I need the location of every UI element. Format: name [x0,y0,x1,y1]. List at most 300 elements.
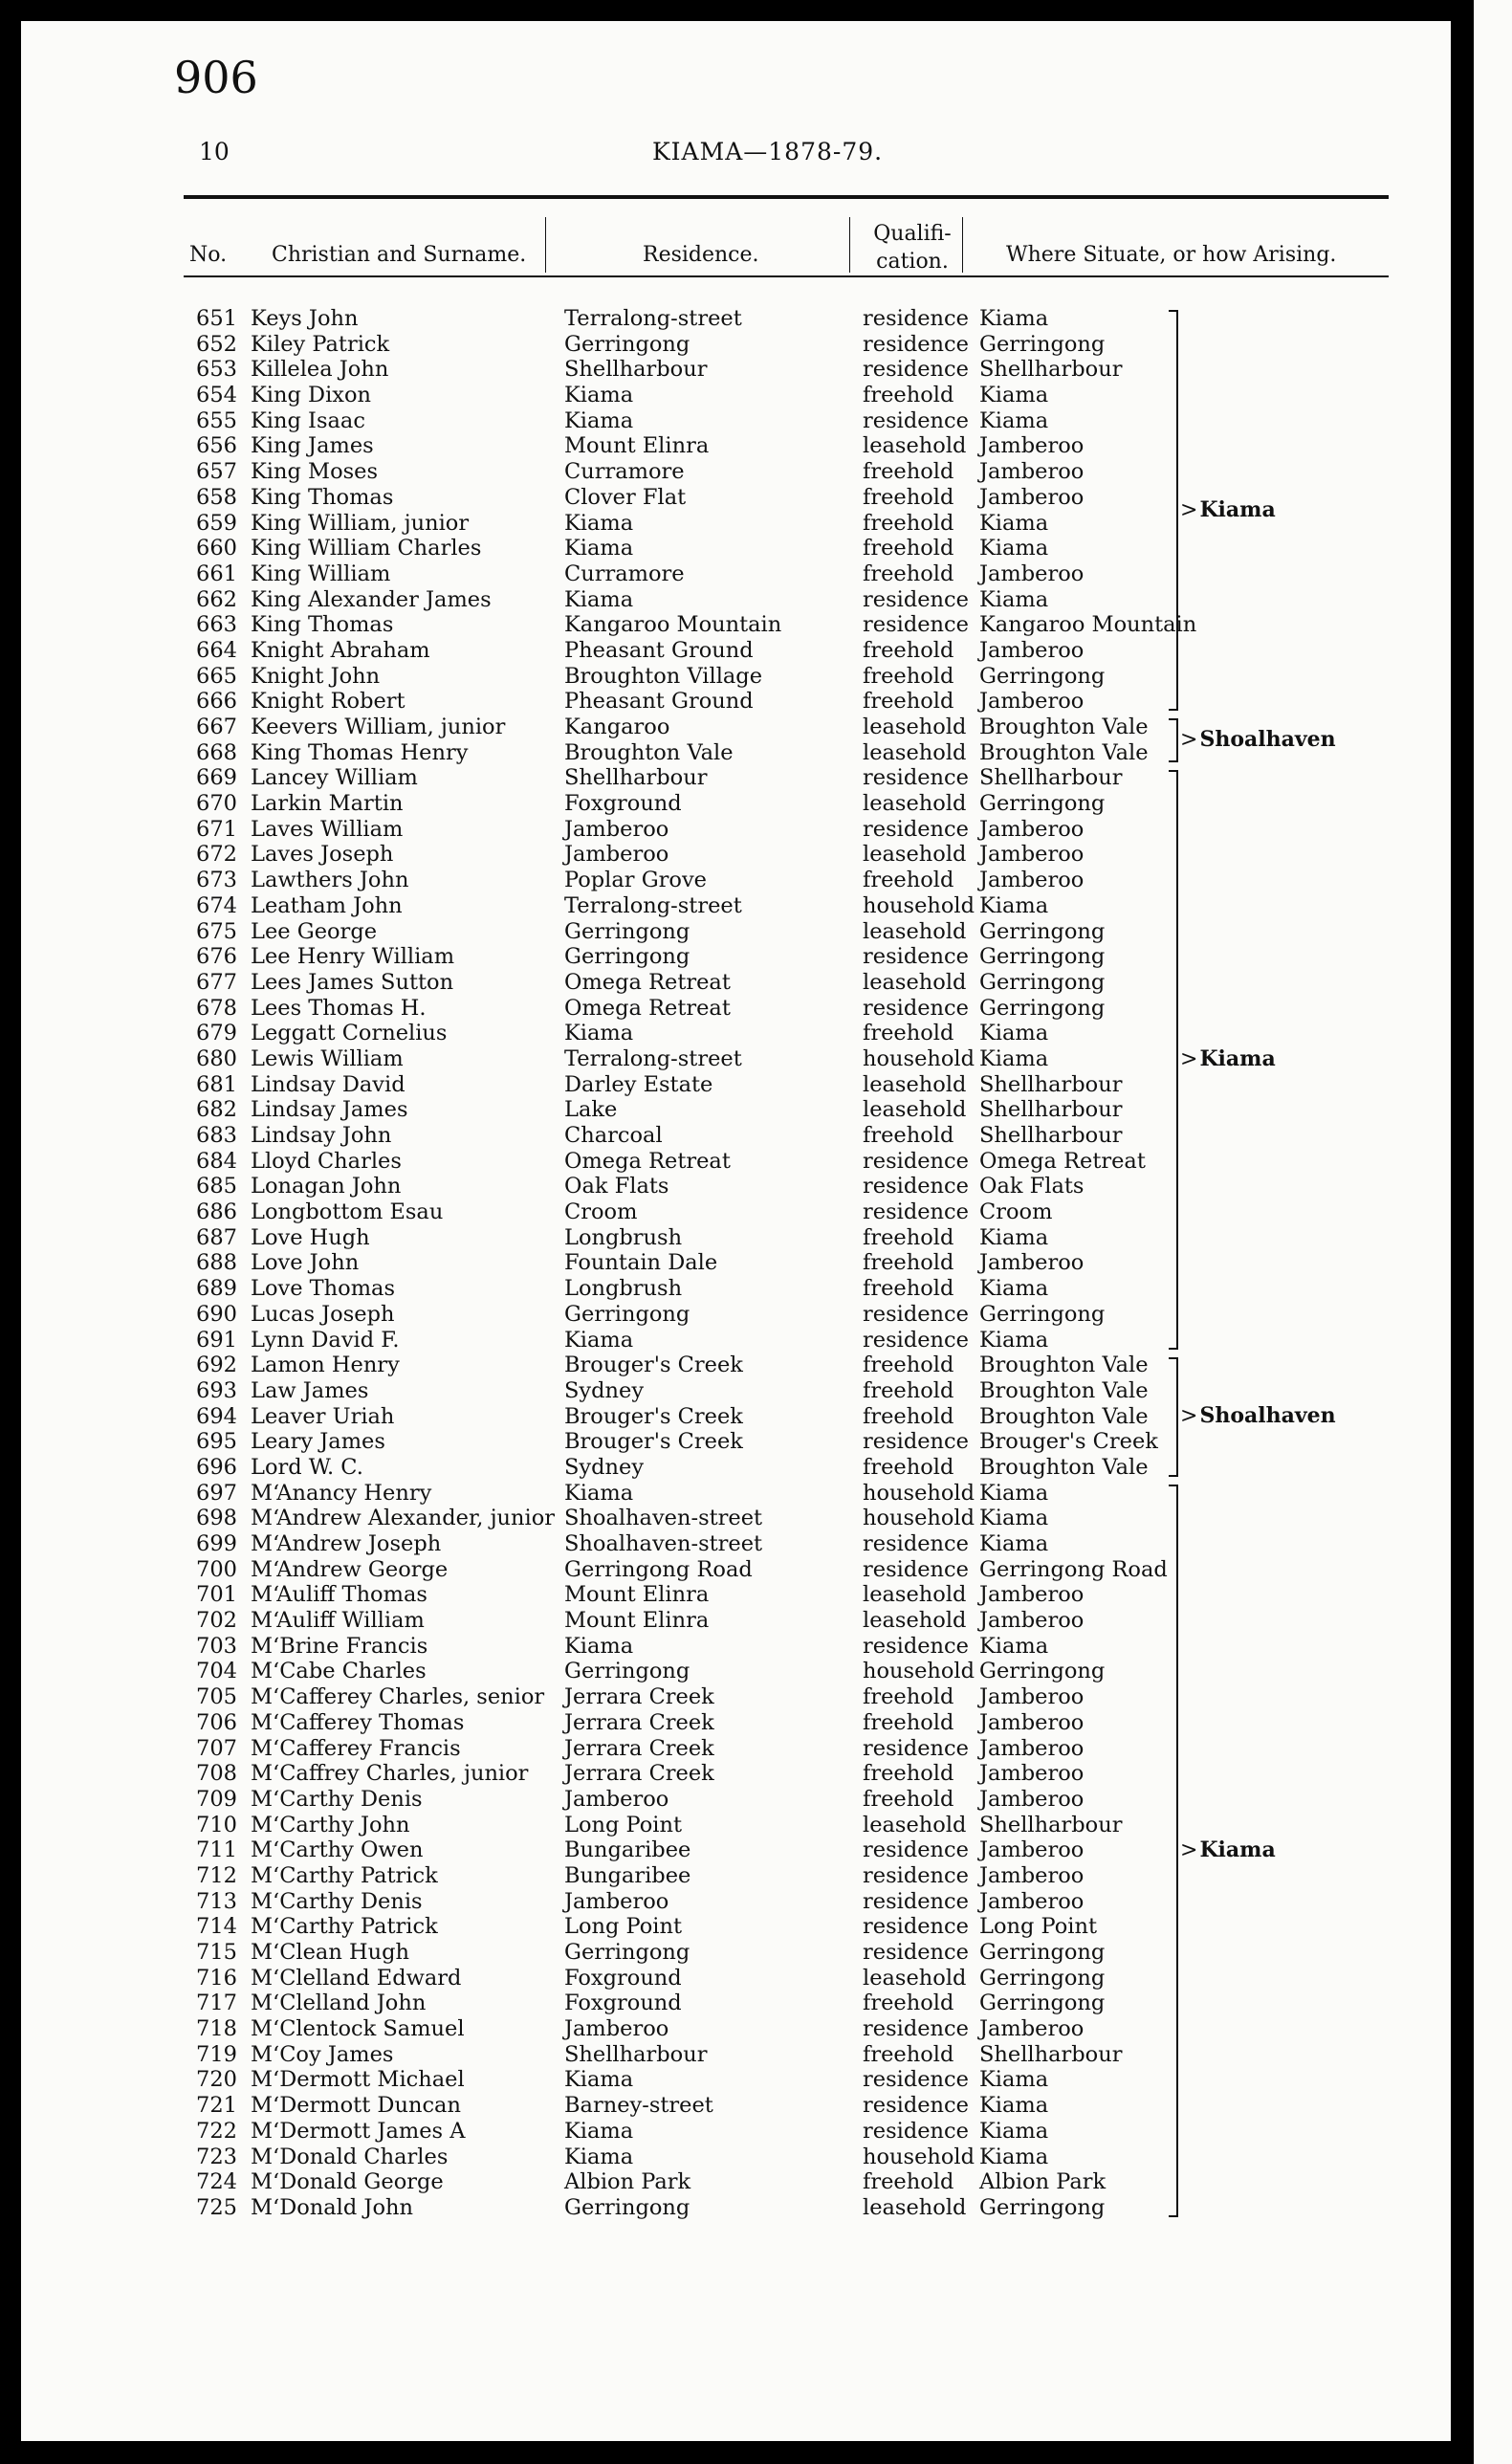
list-item [21,2042,1451,2068]
residence: Lake [564,1097,618,1123]
voter-name: M‘Carthy Denis [251,1888,423,1914]
list-item [21,1710,1451,1736]
entry-number: 663 [196,612,237,638]
entry-number: 656 [196,433,237,459]
voter-name: Lindsay John [251,1123,392,1148]
qualification: leasehold [863,1097,967,1123]
voter-name: M‘Clean Hugh [251,1940,409,1965]
residence: Kiama [564,2067,634,2093]
residence: Omega Retreat [564,1148,731,1174]
entry-number: 678 [196,995,237,1021]
where-situate: Jamberoo [979,1608,1085,1634]
entry-number: 671 [196,816,237,842]
qualification: residence [863,1633,969,1659]
voter-name: Lord W. C. [251,1454,363,1480]
residence: Jerrara Creek [564,1684,714,1710]
where-situate: Shellharbour [979,357,1123,383]
residence: Kiama [564,1021,634,1046]
qualification: household [863,1659,975,1684]
list-item [21,1097,1451,1123]
qualification: leasehold [863,739,967,765]
entry-number: 697 [196,1480,237,1506]
voter-name: M‘Donald John [251,2194,413,2220]
residence: Gerringong [564,1659,690,1684]
list-item [21,357,1451,383]
voter-name: King Thomas [251,612,394,638]
residence: Kiama [564,383,634,408]
voter-name: M‘Caffrey Charles, junior [251,1761,529,1787]
voter-name: King William [251,561,391,586]
list-item [21,2093,1451,2119]
voter-name: M‘Clelland Edward [251,1965,462,1991]
residence: Shellharbour [564,2041,708,2067]
residence: Brouger's Creek [564,1353,743,1378]
qualification: freehold [863,1224,954,1250]
where-situate: Broughton Vale [979,739,1149,765]
residence: Broughton Vale [564,739,734,765]
qualification: freehold [863,383,954,408]
list-item [21,1506,1451,1531]
where-situate: Jamberoo [979,816,1085,842]
list-item [21,1353,1451,1378]
entry-number: 674 [196,892,237,918]
voter-name: M‘Andrew Joseph [251,1531,442,1556]
voter-name: Lees James Sutton [251,969,454,995]
voter-name: Kiley Patrick [251,331,390,357]
residence: Jamberoo [564,842,669,868]
qualification: residence [863,1837,969,1863]
entry-number: 675 [196,918,237,944]
entry-number: 698 [196,1506,237,1531]
qualification: leasehold [863,1965,967,1991]
qualification: freehold [863,1353,954,1378]
qualification: leasehold [863,791,967,817]
qualification: leasehold [863,918,967,944]
where-situate: Shellharbour [979,765,1123,791]
group-label: > Kiama [1180,1837,1276,1862]
list-item [21,433,1451,459]
list-item [21,2195,1451,2221]
qualification: freehold [863,1021,954,1046]
where-situate: Jamberoo [979,433,1085,459]
entry-number: 680 [196,1045,237,1071]
voter-name: M‘Cafferey Charles, senior [251,1684,545,1710]
voter-name: Lindsay David [251,1071,405,1097]
residence: Gerringong [564,1940,690,1965]
voter-name: Longbottom Esau [251,1199,444,1225]
entry-number: 683 [196,1123,237,1148]
where-situate: Gerringong [979,918,1106,944]
voter-name: Love John [251,1250,360,1276]
entry-number: 693 [196,1377,237,1403]
qualification: freehold [863,1786,954,1812]
where-situate: Kiama [979,586,1049,612]
where-situate: Jamberoo [979,1786,1085,1812]
qualification: residence [863,586,969,612]
where-situate: Kiama [979,1633,1049,1659]
residence: Jerrara Creek [564,1709,714,1735]
residence: Jamberoo [564,1786,669,1812]
qualification: freehold [863,1709,954,1735]
entry-number: 715 [196,1940,237,1965]
voter-name: M‘Clelland John [251,1991,427,2016]
where-situate: Jamberoo [979,1582,1085,1608]
entry-number: 701 [196,1582,237,1608]
entry-number: 669 [196,765,237,791]
residence: Curramore [564,561,685,586]
voter-name: Larkin Martin [251,791,404,817]
list-item [21,664,1451,690]
where-situate: Jamberoo [979,1837,1085,1863]
voter-name: M‘Cafferey Francis [251,1735,461,1761]
qualification: freehold [863,1454,954,1480]
residence: Kiama [564,536,634,561]
entry-number: 705 [196,1684,237,1710]
residence: Gerringong [564,918,690,944]
list-item [21,893,1451,919]
column-divider [962,217,963,273]
list-item [21,1889,1451,1915]
residence: Pheasant Ground [564,689,754,715]
voter-name: M‘Carthy Denis [251,1786,423,1812]
residence: Kangaroo Mountain [564,612,782,638]
where-situate: Gerringong [979,1301,1106,1327]
where-situate: Gerringong [979,995,1106,1021]
voter-name: Law James [251,1377,369,1403]
list-item [21,587,1451,613]
page-number: 906 [174,52,258,103]
residence: Kangaroo [564,715,670,739]
where-situate: Jamberoo [979,1709,1085,1735]
list-item [21,1072,1451,1098]
qualification: freehold [863,1276,954,1302]
list-item [21,1531,1451,1557]
where-situate: Gerringong [979,791,1106,817]
residence: Shoalhaven-street [564,1531,763,1556]
list-item [21,2119,1451,2145]
qualification: residence [863,765,969,791]
where-situate: Kiama [979,1224,1049,1250]
group-label: > Shoalhaven [1180,1403,1336,1428]
residence: Jamberoo [564,2016,669,2042]
list-item [21,1736,1451,1762]
qualification: leasehold [863,969,967,995]
where-situate: Albion Park [979,2169,1107,2195]
entry-number: 672 [196,842,237,868]
residence: Fountain Dale [564,1250,718,1276]
where-situate: Kiama [979,1531,1049,1556]
residence: Sydney [564,1454,645,1480]
residence: Terralong-street [564,306,742,331]
qualification: residence [863,407,969,433]
voter-name: King Moses [251,459,379,485]
where-situate: Long Point [979,1914,1098,1940]
where-situate: Shellharbour [979,1097,1123,1123]
list-item [21,1455,1451,1481]
qualification: household [863,1480,975,1506]
residence: Kiama [564,2144,634,2169]
where-situate: Gerringong [979,1659,1106,1684]
residence: Foxground [564,791,682,817]
where-situate: Kiama [979,2067,1049,2093]
qualification: freehold [863,510,954,536]
list-item [21,944,1451,970]
group-label: > Shoalhaven [1180,727,1336,752]
voter-name: M‘Auliff William [251,1608,425,1634]
qualification: household [863,1506,975,1531]
where-situate: Jamberoo [979,2016,1085,2042]
where-situate: Kiama [979,1480,1049,1506]
residence: Bungaribee [564,1862,691,1888]
where-situate: Kiama [979,510,1049,536]
entry-number: 706 [196,1709,237,1735]
voter-name: Leaver Uriah [251,1403,395,1429]
where-situate: Jamberoo [979,1250,1085,1276]
entry-number: 721 [196,2093,237,2119]
voter-name: Lynn David F. [251,1327,400,1353]
voter-name: Lees Thomas H. [251,995,427,1021]
entry-number: 709 [196,1786,237,1812]
qualification: residence [863,995,969,1021]
residence: Jerrara Creek [564,1761,714,1787]
residence: Gerringong Road [564,1556,753,1582]
voter-name: King William, junior [251,510,470,536]
residence: Long Point [564,1812,683,1837]
voter-name: Lee George [251,918,378,944]
qualification: residence [863,1327,969,1353]
residence: Pheasant Ground [564,637,754,663]
entry-number: 667 [196,715,237,739]
voter-name: Lucas Joseph [251,1301,395,1327]
entry-number: 657 [196,459,237,485]
list-item [21,791,1451,817]
voter-name: M‘Dermott Duncan [251,2093,461,2119]
header-qualification-line1: Qualifi- [873,222,952,246]
voter-name: King James [251,433,374,459]
entry-number: 670 [196,791,237,817]
entry-number: 685 [196,1174,237,1199]
entry-number: 723 [196,2144,237,2169]
qualification: residence [863,1862,969,1888]
list-item [21,1378,1451,1404]
entry-number: 690 [196,1301,237,1327]
list-item [21,817,1451,843]
entry-number: 679 [196,1021,237,1046]
entry-number: 684 [196,1148,237,1174]
voter-name: Keys John [251,306,359,331]
entry-number: 692 [196,1353,237,1378]
where-situate: Jamberoo [979,637,1085,663]
list-item [21,1761,1451,1787]
residence: Albion Park [564,2169,691,2195]
residence: Kiama [564,1480,634,1506]
entry-number: 687 [196,1224,237,1250]
list-item [21,842,1451,868]
voter-name: King William Charles [251,536,482,561]
residence: Brouger's Creek [564,1403,743,1429]
entry-number: 710 [196,1812,237,1837]
column-divider [849,217,850,273]
qualification: residence [863,1199,969,1225]
entry-number: 708 [196,1761,237,1787]
header-where: Where Situate, or how Arising. [1006,243,1337,267]
where-situate: Jamberoo [979,842,1085,868]
entry-number: 654 [196,383,237,408]
group-bracket [1169,770,1178,1350]
residence: Mount Elinra [564,1582,710,1608]
list-item [21,459,1451,485]
voter-name: M‘Carthy Owen [251,1837,424,1863]
where-situate: Brouger's Creek [979,1429,1158,1455]
voter-name: Love Thomas [251,1276,396,1302]
residence: Sydney [564,1377,645,1403]
voter-name: M‘Carthy Patrick [251,1862,438,1888]
residence: Curramore [564,459,685,485]
voter-name: Laves Joseph [251,842,394,868]
list-item [21,2067,1451,2093]
where-situate: Kiama [979,2144,1049,2169]
entry-number: 668 [196,739,237,765]
where-situate: Gerringong [979,663,1106,689]
qualification: freehold [863,536,954,561]
qualification: residence [863,2016,969,2042]
voter-name: M‘Clentock Samuel [251,2016,465,2042]
entry-number: 677 [196,969,237,995]
voter-name: Leggatt Cornelius [251,1021,448,1046]
qualification: residence [863,306,969,331]
residence: Shellharbour [564,765,708,791]
entry-number: 711 [196,1837,237,1863]
group-bracket [1169,310,1178,711]
qualification: freehold [863,484,954,510]
list-item [21,383,1451,408]
voter-name: Lonagan John [251,1174,402,1199]
list-item [21,612,1451,638]
entry-number: 703 [196,1633,237,1659]
list-item [21,1199,1451,1225]
voter-name: Lewis William [251,1045,404,1071]
where-situate: Jamberoo [979,561,1085,586]
qualification: freehold [863,1991,954,2016]
entry-number: 691 [196,1327,237,1353]
list-item [21,1634,1451,1660]
list-item [21,1787,1451,1813]
where-situate: Jamberoo [979,1735,1085,1761]
where-situate: Kangaroo Mountain [979,612,1197,638]
header-top-rule [184,195,1389,199]
voter-name: Knight Abraham [251,637,430,663]
qualification: residence [863,1301,969,1327]
list-item [21,1481,1451,1507]
where-situate: Kiama [979,1021,1049,1046]
entry-number: 725 [196,2194,237,2220]
list-item [21,1021,1451,1046]
entry-number: 699 [196,1531,237,1556]
voter-name: King Thomas Henry [251,739,469,765]
residence: Broughton Village [564,663,763,689]
where-situate: Gerringong [979,969,1106,995]
list-item [21,1914,1451,1940]
entry-number: 724 [196,2169,237,2195]
where-situate: Kiama [979,892,1049,918]
qualification: leasehold [863,1071,967,1097]
entry-number: 712 [196,1862,237,1888]
voter-name: M‘Donald George [251,2169,444,2195]
qualification: residence [863,1174,969,1199]
list-item [21,1557,1451,1583]
entry-number: 653 [196,357,237,383]
qualification: freehold [863,1250,954,1276]
voter-name: Killelea John [251,357,389,383]
qualification: residence [863,2093,969,2119]
entry-number: 661 [196,561,237,586]
voter-name: Leary James [251,1429,385,1455]
list-item [21,1123,1451,1149]
entry-number: 719 [196,2041,237,2067]
residence: Longbrush [564,1276,683,1302]
residence: Longbrush [564,1224,683,1250]
residence: Kiama [564,1633,634,1659]
group-label: > Kiama [1180,497,1276,522]
voter-name: M‘Dermott Michael [251,2067,465,2093]
entry-number: 717 [196,1991,237,2016]
list-item [21,1582,1451,1608]
qualification: household [863,1045,975,1071]
entry-number: 716 [196,1965,237,1991]
group-label: > Kiama [1180,1046,1276,1071]
qualification: household [863,2144,975,2169]
list-item [21,996,1451,1022]
residence: Kiama [564,1327,634,1353]
qualification: freehold [863,1684,954,1710]
group-bracket [1169,1485,1178,2217]
voter-name: M‘Andrew George [251,1556,449,1582]
where-situate: Gerringong [979,1991,1106,2016]
qualification: freehold [863,1403,954,1429]
residence: Shoalhaven-street [564,1506,763,1531]
residence: Mount Elinra [564,1608,710,1634]
where-situate: Shellharbour [979,1812,1123,1837]
voter-name: M‘Brine Francis [251,1633,428,1659]
residence: Foxground [564,1991,682,2016]
voter-name: King Alexander James [251,586,492,612]
where-situate: Gerringong Road [979,1556,1168,1582]
entry-number: 676 [196,944,237,970]
residence: Terralong-street [564,1045,742,1071]
entry-number: 714 [196,1914,237,1940]
entry-number: 652 [196,331,237,357]
qualification: freehold [863,689,954,715]
list-item [21,970,1451,996]
list-item [21,2016,1451,2042]
where-situate: Kiama [979,383,1049,408]
where-situate: Jamberoo [979,1684,1085,1710]
residence: Oak Flats [564,1174,669,1199]
qualification: leasehold [863,842,967,868]
header-residence: Residence. [643,243,759,267]
voter-name: Lamon Henry [251,1353,400,1378]
qualification: leasehold [863,2194,967,2220]
residence: Kiama [564,2118,634,2144]
residence: Long Point [564,1914,683,1940]
voter-name: Leatham John [251,892,403,918]
where-situate: Jamberoo [979,868,1085,893]
entry-number: 658 [196,484,237,510]
list-item [21,1659,1451,1684]
entry-number: 689 [196,1276,237,1302]
residence: Barney-street [564,2093,713,2119]
qualification: residence [863,1735,969,1761]
